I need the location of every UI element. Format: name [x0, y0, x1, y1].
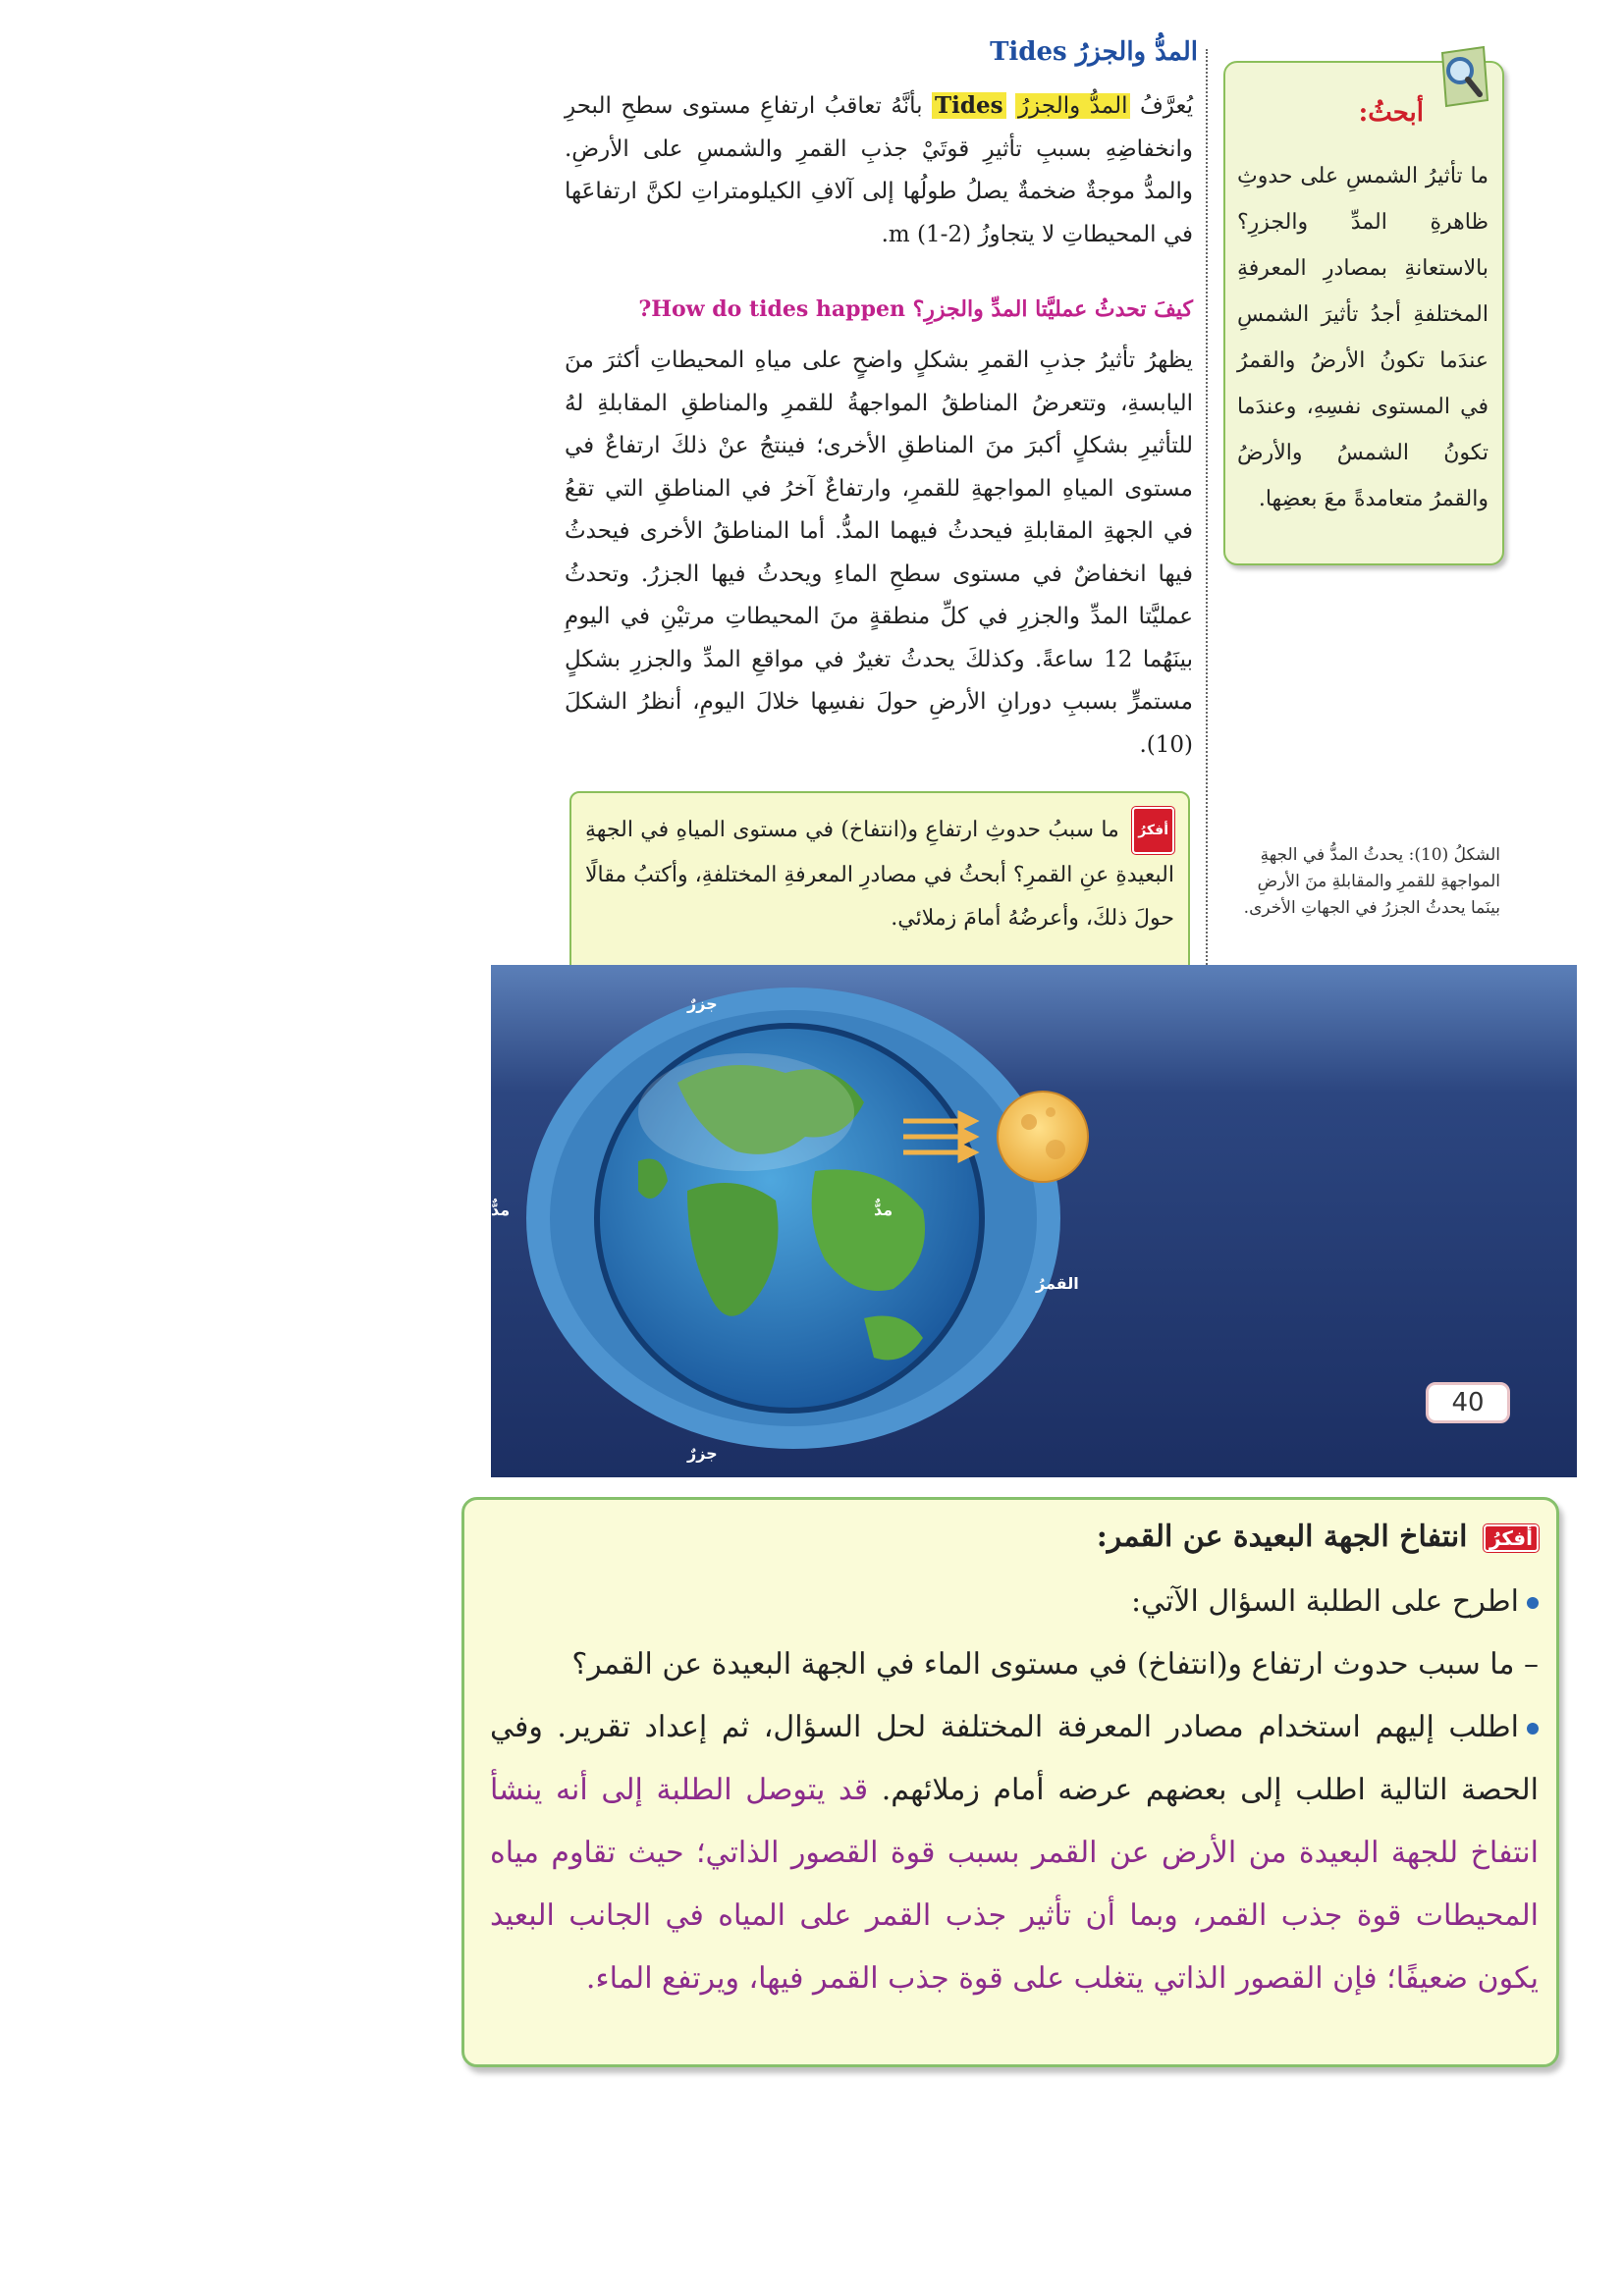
label-high-tide-near: مدٌّ — [874, 1201, 893, 1219]
teacher-think-box — [461, 1497, 1559, 2067]
label-low-tide-bottom: جزرٌ — [687, 1444, 718, 1463]
moon — [998, 1092, 1088, 1182]
teacher-think-badge: أفكرُ — [1484, 1524, 1539, 1552]
figure-caption: الشكلُ (10): يحدثُ المدُّ في الجهةِ المواجهةِ للقمرِ والمقابلةِ منَ الأرضِ بينَما يحدثُ الجزرُ في الجهاتِ الأخرى. — [1243, 845, 1500, 918]
label-low-tide-top: جزرٌ — [687, 994, 718, 1013]
column-divider — [1206, 49, 1208, 972]
teacher-answer: قد يتوصل الطلبة إلى أنه ينشأ انتفاخ للجهة البعيدة من الأرض عن القمر بسبب قوة القصور الذاتي؛ حيث تقاوم مياه المحيطات قوة جذب القمر، وبما أن تأثير جذب القمر على المياه في الجانب البعيد يكون ضعيفًا؛ فإن القصور الذاتي يتغلب على قوة جذب القمر فيها، ويرتفع الماء. — [490, 1773, 1539, 1996]
label-moon: القمرُ — [1036, 1274, 1079, 1293]
think-box — [569, 791, 1190, 989]
body-paragraph: يظهرُ تأثيرُ جذبِ القمرِ بشكلٍ واضحٍ على مياهِ المحيطاتِ أكثرَ منَ اليابسةِ، وتتعرضُ المناطقُ المواجهةُ للقمرِ والمناطقِ المقابلةِ لهُ للتأثيرِ بشكلٍ أكبرَ منَ المناطقِ الأخرى؛ فينتجُ عنْ ذلكَ ارتفاعٌ في مستوى المياهِ المواجهةِ للقمرِ، وارتفاعٌ آخرُ في المناطقِ التي تقعُ في الجهةِ المقابلةِ فيحدثُ فيهما المدُّ. أما المناطقُ الأخرى فيحدثُ فيها انخفاضٌ في مستوى سطحِ الماءِ ويحدثُ فيها الجزرُ. وتحدثُ عمليَّتا المدِّ والجزرِ في كلِّ منطقةٍ منَ المحيطاتِ مرتيْنِ في اليومِ بينَهُما 12 ساعةً. وكذلكَ يحدثُ تغيرٌ في مواقعِ المدِّ والجزرِ بشكلٍ مستمرٍّ بسببِ دورانِ الأرضِ حولَ نفسِها خلالَ اليومِ، أنظرُ الشكلَ (10). — [565, 347, 1194, 758]
term-highlight-ar: المدُّ والجزرُ — [1015, 93, 1130, 119]
research-text: ما تأثيرُ الشمسِ على حدوثِ ظاهرةِ المدِّ والجزرِ؟ بالاستعانةِ بمصادرِ المعرفةِ المختلفةِ أجدُ تأثيرَ الشمسِ عندَما تكونُ الأرضُ والقمرُ في المستوى نفسِهِ، وعندَما تكونُ الشمسُ والأرضُ والقمرُ متعامدةً معَ بعضِها. — [1237, 164, 1489, 511]
bullet-icon — [1527, 1597, 1539, 1609]
teacher-bullet-2: اطلب إليهم استخدام مصادر المعرفة المختلفة لحل السؤال، ثم إعداد تقرير. وفي الحصة التالية اطلب إلى بعضهم عرضه أمام زملائهم. قد يتوصل الطلبة إلى أنه ينشأ انتفاخ للجهة البعيدة من الأرض عن القمر بسبب قوة القصور الذاتي؛ حيث تقاوم مياه المحيطات قوة جذب القمر، وبما أن تأثير جذب القمر على المياه في الجانب البعيد يكون ضعيفًا؛ فإن القصور الذاتي يتغلب على قوة جذب القمر فيها، ويرتفع الماء. — [490, 1710, 1539, 1996]
term-highlight-en: Tides — [932, 92, 1006, 119]
intro-text: بأنَّهُ تعاقبُ ارتفاعِ مستوى سطحِ البحرِ وانخفاضِهِ بسببِ تأثيرِ قوتَيْ جذبِ القمرِ والشمسِ على الأرضِ. والمدُّ موجةٌ ضخمةٌ يصلُ طولُها إلى آلافِ الكيلومتراتِ لكنَّ ارتفاعَها في المحيطاتِ لا يتجاوزُ (2-1) m. — [565, 93, 1193, 247]
teacher-question: – ما سبب حدوث ارتفاع و(انتفاخ) في مستوى الماء في الجهة البعيدة عن القمر؟ — [571, 1647, 1539, 1682]
teacher-heading — [1097, 1520, 1539, 1554]
research-box — [1223, 61, 1504, 565]
magnifier-icon — [1436, 45, 1491, 108]
think-badge: أفكرُ — [1132, 807, 1174, 854]
bullet-icon — [1527, 1723, 1539, 1735]
subheading: كيفَ تحدثُ عمليَّتا المدِّ والجزرِ؟ How do tides happen? — [638, 296, 1193, 322]
tides-diagram-svg — [491, 965, 1577, 1477]
intro-paragraph — [565, 84, 1193, 256]
think-box-content — [585, 807, 1174, 940]
tides-illustration — [491, 965, 1577, 1477]
teacher-heading-text: انتفاخ الجهة البعيدة عن القمر: — [1096, 1520, 1468, 1554]
page-number: 40 — [1426, 1382, 1510, 1423]
research-title: أبحثُ: — [1358, 98, 1424, 128]
label-high-tide-far: مدٌّ — [491, 1201, 511, 1219]
think-text: ما سببُ حدوثِ ارتفاعِ و(انتفاخ) في مستوى المياهِ في الجهةِ البعيدةِ عنِ القمرِ؟ أبحثُ في مصادرِ المعرفةِ المختلفةِ، وأكتبُ مقالًا حولَ ذلكَ، وأعرضُهُ أمامَ زملائي. — [585, 818, 1174, 931]
teacher-bullet-1: اطرح على الطلبة السؤال الآتي: — [490, 1571, 1539, 1633]
teacher-body — [490, 1571, 1539, 2010]
section-title: المدُّ والجزرُ Tides — [990, 37, 1198, 67]
intro-prefix: يُعرَّفُ — [1139, 93, 1193, 119]
gravity-arrows — [903, 1114, 974, 1159]
